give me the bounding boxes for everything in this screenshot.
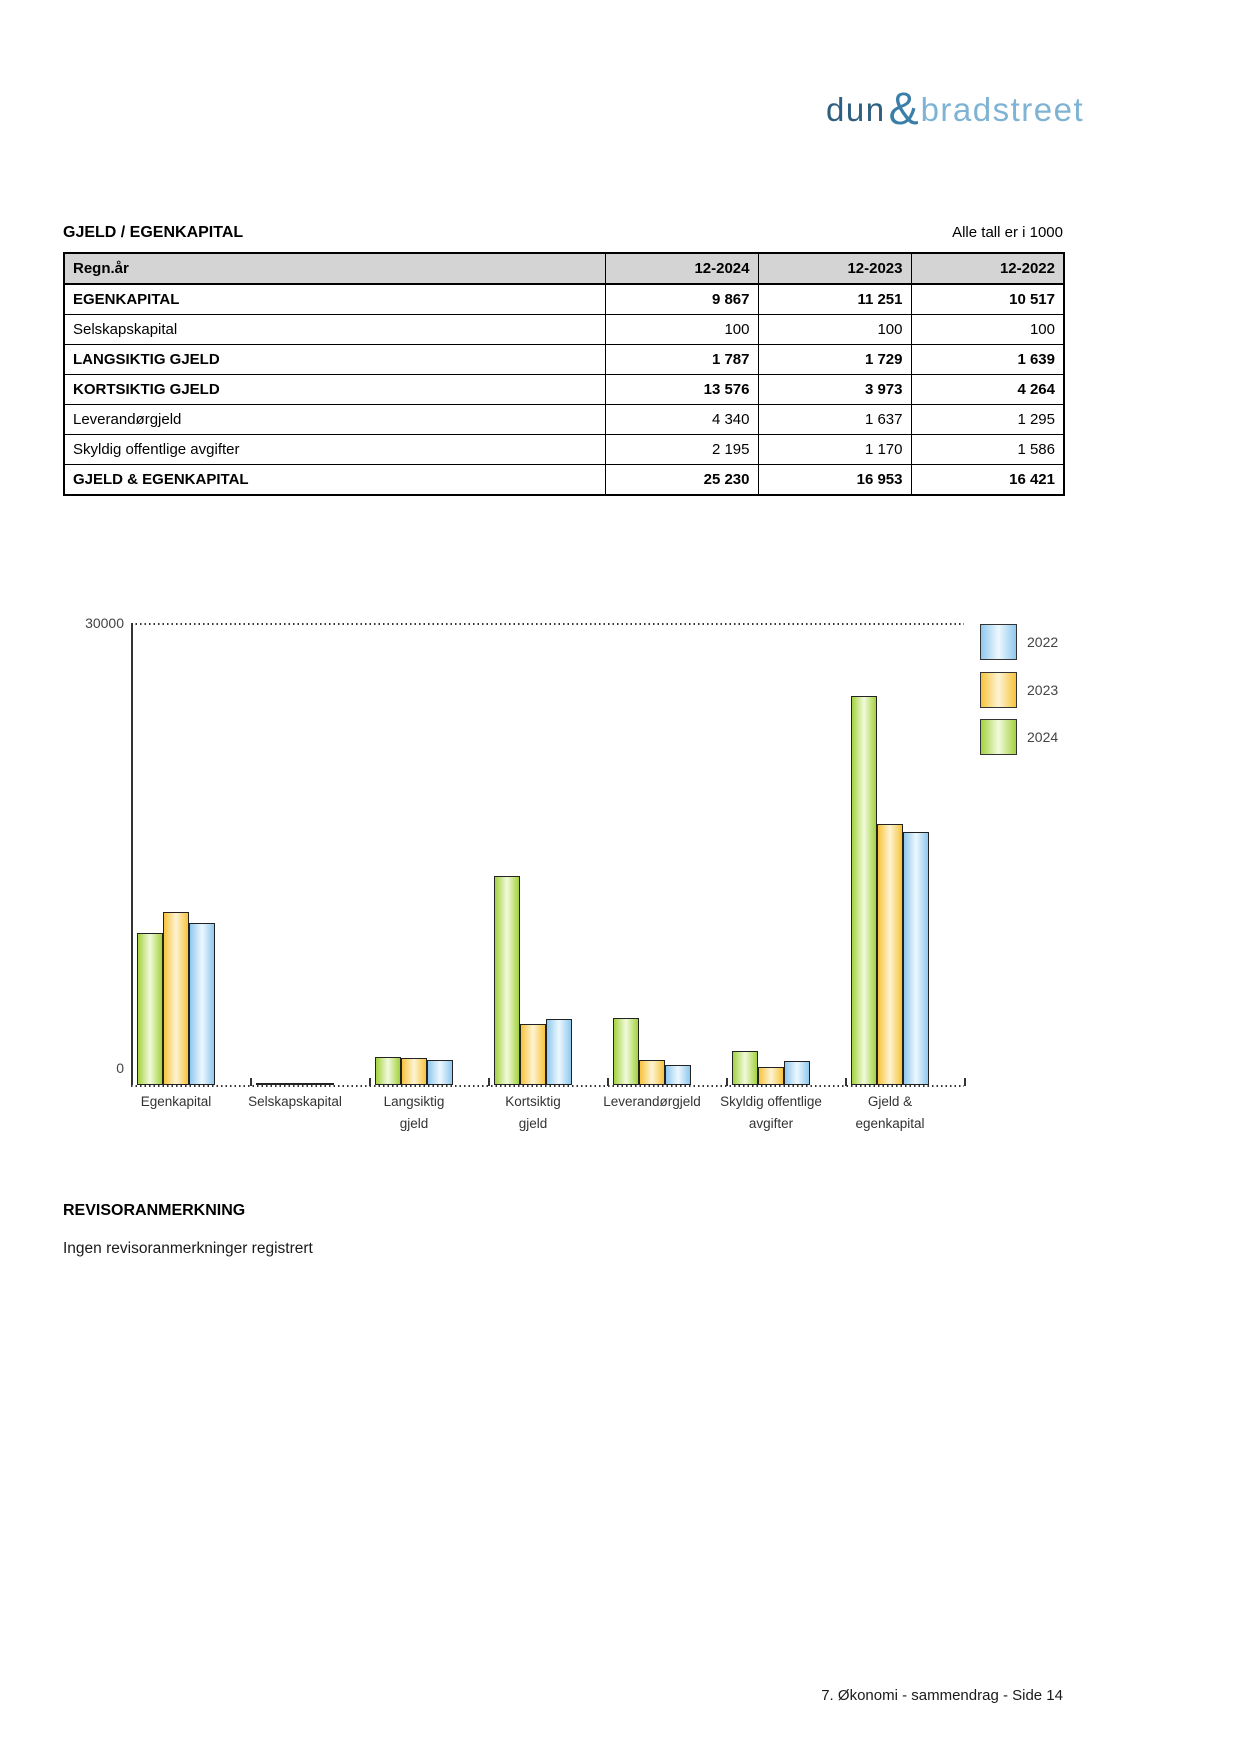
bar-2023: [401, 1058, 427, 1085]
bar-2022: [784, 1061, 810, 1085]
bar-2023: [877, 824, 903, 1085]
bar-2024: [375, 1057, 401, 1085]
row-value: 100: [605, 315, 758, 345]
logo-text-bradstreet: bradstreet: [920, 91, 1085, 128]
logo-text-dun: dun: [826, 91, 886, 128]
column-header-year: 12-2023: [758, 253, 911, 284]
category-label: Egenkapital: [140, 1094, 212, 1109]
column-header-year: 12-2022: [911, 253, 1064, 284]
column-header-regnaar: Regn.år: [64, 253, 605, 284]
bar-2023: [520, 1024, 546, 1085]
bar-2022: [189, 923, 215, 1085]
row-value: 11 251: [758, 284, 911, 315]
row-value: 1 586: [911, 435, 1064, 465]
row-value: 3 973: [758, 375, 911, 405]
bar-2023: [758, 1067, 784, 1085]
bar-2024: [613, 1018, 639, 1085]
row-value: 1 637: [758, 405, 911, 435]
row-value: 25 230: [605, 465, 758, 496]
bar-2023: [282, 1083, 308, 1085]
row-label: GJELD & EGENKAPITAL: [64, 465, 605, 496]
row-value: 1 787: [605, 345, 758, 375]
category-label: Gjeld & egenkapital: [855, 1094, 925, 1131]
bar-2022: [903, 832, 929, 1085]
legend-swatch-2024: [980, 719, 1017, 755]
row-label: KORTSIKTIG GJELD: [64, 375, 605, 405]
row-label: Skyldig offentlige avgifter: [64, 435, 605, 465]
row-value: 2 195: [605, 435, 758, 465]
y-axis-line: [131, 623, 133, 1085]
column-header-year: 12-2024: [605, 253, 758, 284]
x-axis-tick: [845, 1078, 847, 1086]
legend-label-2022: 2022: [1027, 634, 1059, 650]
row-value: 10 517: [911, 284, 1064, 315]
legend-label-2023: 2023: [1027, 681, 1059, 698]
row-label: Selskapskapital: [64, 315, 605, 345]
row-value: 100: [911, 315, 1064, 345]
row-value: 4 340: [605, 405, 758, 435]
row-value: 16 421: [911, 465, 1064, 496]
bar-2023: [639, 1060, 665, 1085]
bar-2022: [308, 1083, 334, 1085]
x-axis-tick: [488, 1078, 490, 1086]
category-label: Leverandørgjeld: [603, 1094, 701, 1109]
x-axis-tick: [369, 1078, 371, 1086]
x-axis-baseline: [131, 1085, 964, 1087]
gridline-30000: [131, 623, 964, 625]
row-value: 13 576: [605, 375, 758, 405]
row-value: 9 867: [605, 284, 758, 315]
bar-2024: [494, 876, 520, 1085]
bar-2024: [137, 933, 163, 1085]
y-axis-max-label: 30000: [85, 615, 124, 631]
legend-swatch-2023: [980, 672, 1017, 708]
bar-2024: [256, 1083, 282, 1085]
x-axis-tick: [964, 1078, 966, 1086]
bar-2023: [163, 912, 189, 1085]
legend-label-2024: 2024: [1027, 729, 1059, 746]
legend-swatch-2022: [980, 624, 1017, 660]
row-value: 16 953: [758, 465, 911, 496]
y-axis-zero-label: 0: [116, 1060, 124, 1076]
row-label: Leverandørgjeld: [64, 405, 605, 435]
row-value: 1 170: [758, 435, 911, 465]
x-axis-tick: [250, 1078, 252, 1086]
bar-2022: [427, 1060, 453, 1085]
row-value: 1 295: [911, 405, 1064, 435]
logo-ampersand-icon: &: [888, 83, 919, 134]
row-value: 1 639: [911, 345, 1064, 375]
auditor-remark-heading: REVISORANMERKNING: [63, 1202, 246, 1219]
row-label: EGENKAPITAL: [64, 284, 605, 315]
category-label: Kortsiktig gjeld: [505, 1094, 561, 1131]
section-title: GJELD / EGENKAPITAL: [63, 224, 244, 241]
row-value: 1 729: [758, 345, 911, 375]
page-footer: 7. Økonomi - sammendrag - Side 14: [821, 1687, 1063, 1704]
row-label: LANGSIKTIG GJELD: [64, 345, 605, 375]
category-label: Selskapskapital: [248, 1094, 342, 1109]
bar-2024: [732, 1051, 758, 1085]
units-note: Alle tall er i 1000: [952, 224, 1063, 241]
category-label: Skyldig offentlige avgifter: [720, 1094, 822, 1131]
x-axis-tick: [607, 1078, 609, 1086]
row-value: 4 264: [911, 375, 1064, 405]
bar-2022: [546, 1019, 572, 1085]
row-value: 100: [758, 315, 911, 345]
bar-2024: [851, 696, 877, 1085]
auditor-remark-text: Ingen revisoranmerkninger registrert: [63, 1240, 313, 1257]
bar-2022: [665, 1065, 691, 1085]
category-label: Langsiktig gjeld: [383, 1094, 445, 1131]
x-axis-tick: [726, 1078, 728, 1086]
